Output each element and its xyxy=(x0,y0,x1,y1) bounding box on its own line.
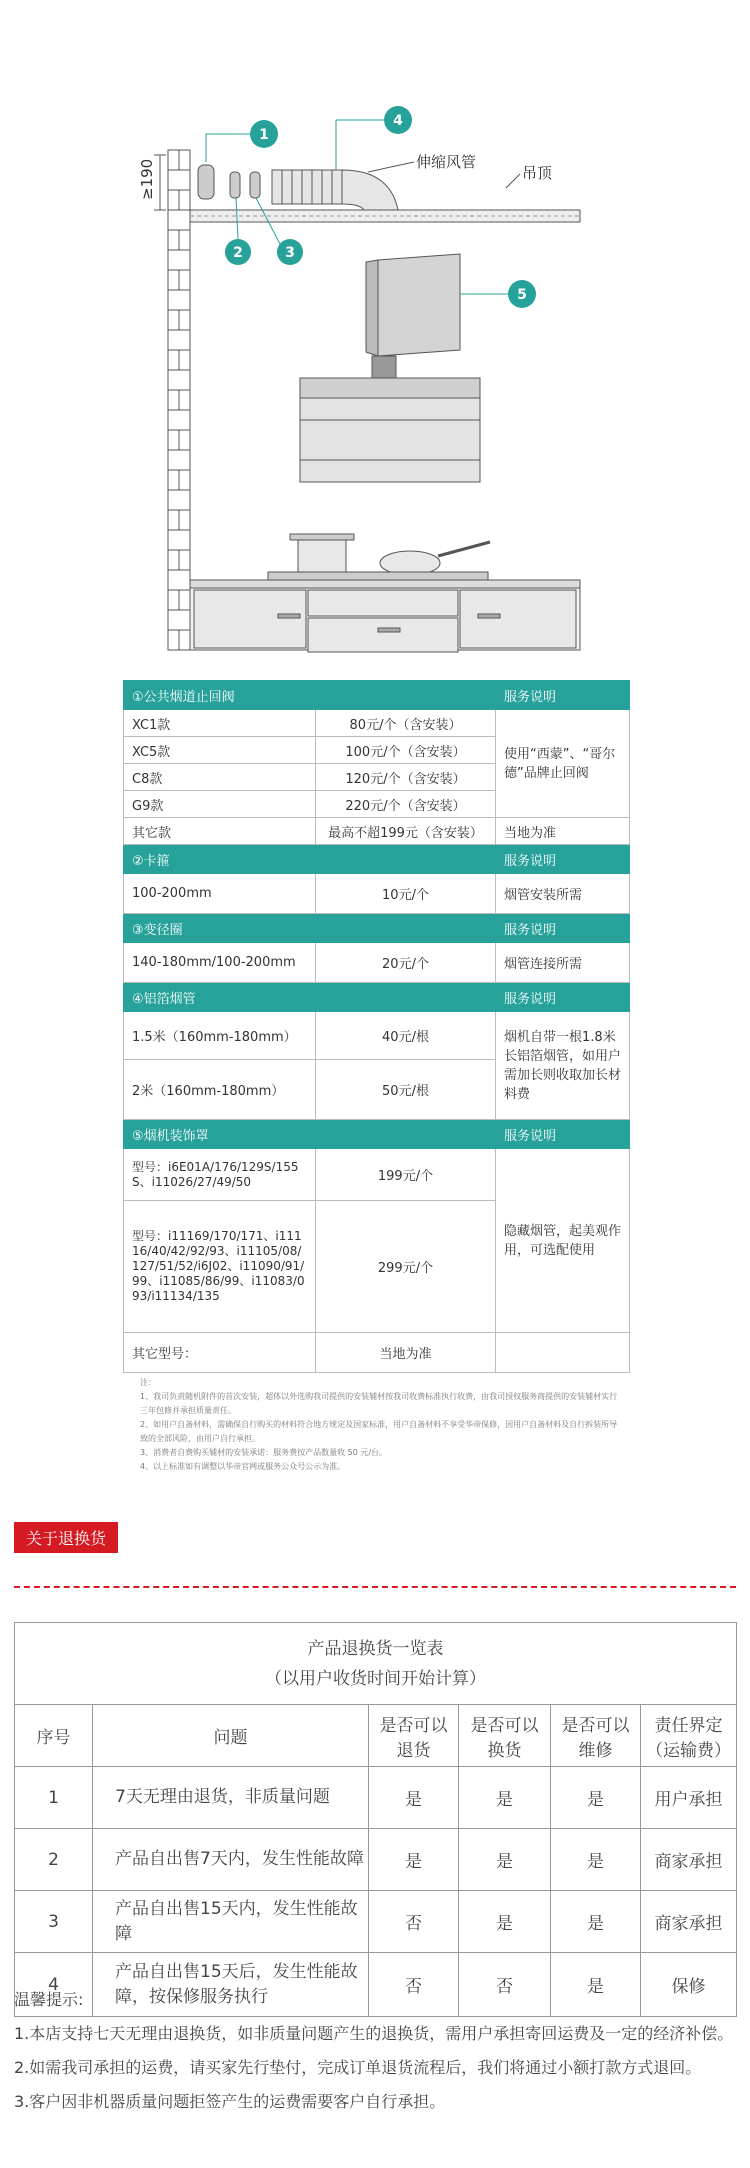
dashed-divider xyxy=(14,1586,736,1588)
bellows-label: 伸缩风管 xyxy=(416,153,477,171)
table-row xyxy=(15,1767,737,1829)
svg-text:1: 1 xyxy=(259,127,269,143)
exchange-cell: 是 xyxy=(459,1767,551,1829)
section-title: ③变径圈 xyxy=(124,914,496,943)
return-section-header: 关于退换货 xyxy=(14,1522,118,1553)
row-number: 1 xyxy=(15,1767,93,1829)
row-number: 4 xyxy=(15,1953,93,2017)
return-cell: 否 xyxy=(369,1953,459,2017)
footnotes xyxy=(140,1376,620,1474)
svg-text:2: 2 xyxy=(233,245,243,261)
tips-title: 温馨提示: xyxy=(14,1990,84,2009)
item-name: 其它型号： xyxy=(124,1333,316,1373)
repair-cell: 是 xyxy=(551,1891,641,1953)
footnote-line: 注： xyxy=(140,1378,156,1387)
service-note: 烟管连接所需 xyxy=(496,943,630,983)
table-row xyxy=(124,710,630,737)
responsibility-cell: 商家承担 xyxy=(641,1891,737,1953)
item-name: 其它款 xyxy=(124,818,316,845)
service-note: 烟管安装所需 xyxy=(496,874,630,914)
range-hood xyxy=(300,378,480,482)
marker-2 xyxy=(225,198,251,265)
item-price: 40元/根 xyxy=(316,1012,496,1060)
table-row xyxy=(15,1829,737,1891)
marker-4 xyxy=(336,106,412,170)
check-valve-parts xyxy=(198,165,260,199)
table-row xyxy=(124,1012,630,1060)
return-cell: 是 xyxy=(369,1829,459,1891)
accessory-price-table xyxy=(123,680,630,1373)
marker-5 xyxy=(460,280,536,308)
service-note: 烟机自带一根1.8米长铝箔烟管，如用户需加长则收取加长材料费 xyxy=(496,1012,630,1120)
table-header-row xyxy=(15,1705,737,1767)
item-name: 1.5米（160mm-180mm） xyxy=(124,1012,316,1060)
svg-text:4: 4 xyxy=(393,113,403,129)
service-header: 服务说明 xyxy=(496,1120,630,1149)
table-title-line2: （以用户收货时间开始计算） xyxy=(265,1668,487,1689)
repair-cell: 是 xyxy=(551,1767,641,1829)
table-row xyxy=(124,1333,630,1373)
issue-cell: 产品自出售7天内，发生性能故障 xyxy=(93,1829,369,1891)
item-price: 220元/个（含安装） xyxy=(316,791,496,818)
item-price: 100元/个（含安装） xyxy=(316,737,496,764)
issue-cell: 产品自出售15天内，发生性能故障 xyxy=(93,1891,369,1953)
table-row xyxy=(124,1149,630,1201)
footnote-line: 1、我司负责随机附件的首次安装，超体以外选购我司提供的安装辅材按我司收费标准执行收费，由我司授权服务商提供的安装辅材实行三年包修并承担质量责任。 xyxy=(140,1392,618,1415)
item-name: 140-180mm/100-200mm xyxy=(124,943,316,983)
tip-item: 3.客户因非机器质量问题拒签产生的运费需要客户自行承担。 xyxy=(14,2092,446,2111)
service-header: 服务说明 xyxy=(496,681,630,710)
return-policy-table xyxy=(14,1622,737,2017)
section-header-decorative-cover xyxy=(124,1120,630,1149)
item-name: XC5款 xyxy=(124,737,316,764)
item-price: 299元/个 xyxy=(316,1201,496,1333)
table-row xyxy=(124,874,630,914)
section-header-aluminum-duct xyxy=(124,983,630,1012)
item-name: XC1款 xyxy=(124,710,316,737)
svg-text:5: 5 xyxy=(517,287,527,303)
item-price: 199元/个 xyxy=(316,1149,496,1201)
exchange-cell: 是 xyxy=(459,1891,551,1953)
service-note: 当地为准 xyxy=(496,818,630,845)
counter-and-cookware xyxy=(190,534,580,652)
item-price: 最高不超199元（含安装） xyxy=(316,818,496,845)
return-cell: 是 xyxy=(369,1767,459,1829)
responsibility-cell: 商家承担 xyxy=(641,1829,737,1891)
installation-diagram xyxy=(0,0,750,680)
exchange-cell: 是 xyxy=(459,1829,551,1891)
empty-cell xyxy=(496,1333,630,1373)
height-label: ≥190 xyxy=(138,158,156,200)
column-header: 是否可以换货 xyxy=(459,1705,551,1767)
section-header-clamp xyxy=(124,845,630,874)
decorative-cover xyxy=(366,254,460,380)
row-number: 3 xyxy=(15,1891,93,1953)
issue-cell: 7天无理由退货，非质量问题 xyxy=(93,1767,369,1829)
warm-tips xyxy=(14,1988,744,2124)
marker-3 xyxy=(256,198,303,265)
item-name: 型号：i11169/170/171、i11116/40/42/92/93、i11105/08/127/51/52/i6J02、i11090/91/99、i11085/86/99、i11083/093/i11134/135 xyxy=(124,1201,316,1333)
marker-1 xyxy=(206,120,278,162)
column-header: 是否可以维修 xyxy=(551,1705,641,1767)
item-price: 120元/个（含安装） xyxy=(316,764,496,791)
row-number: 2 xyxy=(15,1829,93,1891)
issue-cell: 产品自出售15天后，发生性能故障，按保修服务执行 xyxy=(93,1953,369,2017)
section-title: ②卡箍 xyxy=(124,845,496,874)
column-header: 责任界定（运输费） xyxy=(641,1705,737,1767)
table-title-line1: 产品退换货一览表 xyxy=(307,1638,444,1659)
table-row xyxy=(124,943,630,983)
item-price: 10元/个 xyxy=(316,874,496,914)
column-header: 是否可以退货 xyxy=(369,1705,459,1767)
height-dimension xyxy=(138,155,166,210)
table-row xyxy=(124,818,630,845)
footnote-line: 2、如用户自备材料，需确保自行购买的材料符合地方规定及国家标准，用户自备材料不享受华帝保修，因用户自备材料及自行拆装所导致的全部风险，由用户自行承担。 xyxy=(140,1420,618,1443)
table-title-row xyxy=(15,1623,737,1705)
item-price: 80元/个（含安装） xyxy=(316,710,496,737)
section-header-check-valve xyxy=(124,681,630,710)
section-title: ⑤烟机装饰罩 xyxy=(124,1120,496,1149)
item-name: 2米（160mm-180mm） xyxy=(124,1060,316,1120)
footnote-line: 4、以上标准如有调整以华帝官网或服务公众号公示为准。 xyxy=(140,1462,346,1471)
svg-text:3: 3 xyxy=(285,245,295,261)
footnote-line: 3、消费者自费购买辅材的安装承诺：服务费按产品数量收 50 元/台。 xyxy=(140,1448,388,1457)
bellows-duct xyxy=(272,170,398,210)
item-price: 当地为准 xyxy=(316,1333,496,1373)
item-price: 50元/根 xyxy=(316,1060,496,1120)
responsibility-cell: 用户承担 xyxy=(641,1767,737,1829)
table-row xyxy=(15,1891,737,1953)
repair-cell: 是 xyxy=(551,1829,641,1891)
column-header: 问题 xyxy=(93,1705,369,1767)
item-name: 100-200mm xyxy=(124,874,316,914)
ceiling xyxy=(190,210,580,222)
column-header: 序号 xyxy=(15,1705,93,1767)
service-header: 服务说明 xyxy=(496,983,630,1012)
section-title: ①公共烟道止回阀 xyxy=(124,681,496,710)
tip-item: 1.本店支持七天无理由退换货，如非质量问题产生的退换货，需用户承担寄回运费及一定的经济补偿。 xyxy=(14,2024,734,2043)
section-title: ④铝箔烟管 xyxy=(124,983,496,1012)
item-name: G9款 xyxy=(124,791,316,818)
service-note: 使用“西蒙”、“哥尔德”品牌止回阀 xyxy=(496,710,630,818)
repair-cell: 是 xyxy=(551,1953,641,2017)
service-header: 服务说明 xyxy=(496,845,630,874)
item-name: 型号：i6E01A/176/129S/155S、i11026/27/49/50 xyxy=(124,1149,316,1201)
item-name: C8款 xyxy=(124,764,316,791)
item-price: 20元/个 xyxy=(316,943,496,983)
section-header-reducer xyxy=(124,914,630,943)
return-cell: 否 xyxy=(369,1891,459,1953)
table-title xyxy=(15,1623,737,1705)
service-note: 隐藏烟管，起美观作用，可选配使用 xyxy=(496,1149,630,1333)
service-header: 服务说明 xyxy=(496,914,630,943)
exchange-cell: 否 xyxy=(459,1953,551,2017)
responsibility-cell: 保修 xyxy=(641,1953,737,2017)
tip-item: 2.如需我司承担的运费，请买家先行垫付，完成订单退货流程后，我们将通过小额打款方式退回。 xyxy=(14,2058,702,2077)
brick-wall xyxy=(168,150,190,650)
ceiling-label: 吊顶 xyxy=(522,164,553,182)
